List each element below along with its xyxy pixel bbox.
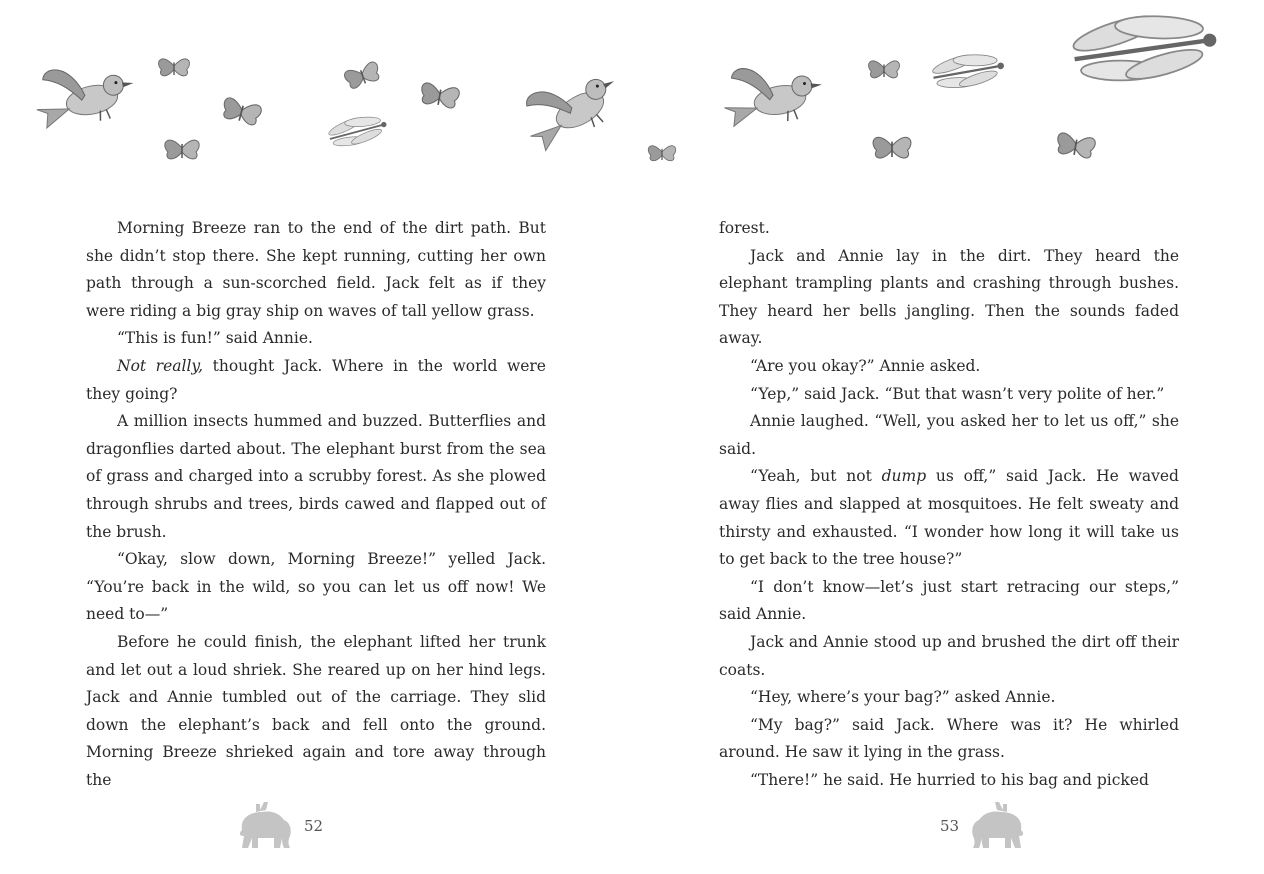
paragraph: Jack and Annie lay in the dirt. They heard the elephant trampling plants and crashing through bushes. They heard her bells jangling. Then the sounds faded away. <box>719 246 1179 348</box>
paragraph: A million insects hummed and buzzed. Butterflies and dragonflies darted about. The elephant burst from the sea of grass and charged into a scrubby forest. As she plowed through shrubs and trees, birds cawed and flapped out of the brush. <box>86 412 546 541</box>
italic-phrase: Not really, <box>117 356 204 375</box>
paragraph: “Yeah, but not dump us off,” said Jack. He waved away flies and slapped at mosquitoes. He felt sweaty and thirsty and exhausted. “I wonder how long it will take us to get back to the tree house?” <box>719 467 1179 569</box>
bird-icon <box>513 55 629 157</box>
butterfly-icon <box>419 82 460 109</box>
paragraph: “I don’t know—let’s just start retracing our steps,” said Annie. <box>719 577 1179 624</box>
butterfly-icon <box>165 140 199 159</box>
dragonfly-icon <box>930 46 1007 94</box>
paragraph: “Hey, where’s your bag?” asked Annie. <box>750 688 1056 707</box>
butterfly-icon <box>1055 132 1096 159</box>
paragraph-continuation: forest. <box>719 219 770 237</box>
paragraph: Jack and Annie stood up and brushed the dirt off their coats. <box>719 632 1179 679</box>
dragonfly-icon <box>1068 1 1221 92</box>
butterfly-icon <box>873 137 911 158</box>
butterfly-icon <box>343 61 382 90</box>
left-page-text <box>86 215 546 794</box>
page-number: 52 <box>304 817 324 835</box>
paragraph: “This is fun!” said Annie. <box>117 329 313 348</box>
paragraph: “There!” he said. He hurried to his bag and picked <box>750 770 1149 789</box>
page-number: 53 <box>940 817 960 835</box>
header-illustration <box>0 0 1264 195</box>
paragraph: Morning Breeze ran to the end of the dirt path. But she didn’t stop there. She kept running, cutting her own path through a sun-scorched field. Jack felt as if they were riding a big gray ship on waves of tall yellow grass. <box>86 219 546 320</box>
paragraph: “Okay, slow down, Morning Breeze!” yelled Jack. “You’re back in the wild, so you can let us off now! We need to—” <box>86 550 546 624</box>
paragraph: Not really, thought Jack. Where in the world were they going? <box>86 356 546 403</box>
elephant-icon <box>967 800 1029 852</box>
butterfly-icon <box>159 59 190 76</box>
paragraph: “Yep,” said Jack. “But that wasn’t very polite of her.” <box>750 384 1165 403</box>
paragraph: Annie laughed. “Well, you asked her to let us off,” she said. <box>719 412 1179 458</box>
butterfly-icon <box>648 146 675 161</box>
right-folio <box>940 800 1029 852</box>
bird-icon <box>29 54 139 133</box>
italic-word: dump <box>881 467 927 486</box>
paragraph: Before he could finish, the elephant lifted her trunk and let out a loud shriek. She reared up on her hind legs. Jack and Annie tumbled out of the carriage. They slid down the elephant’s back and fell onto the ground. Morning Breeze shrieked again and tore away through the <box>86 632 546 789</box>
butterfly-icon <box>221 97 263 127</box>
butterfly-icon <box>869 61 900 78</box>
paragraph: “My bag?” said Jack. Where was it? He whirled around. He saw it lying in the grass. <box>719 715 1179 762</box>
right-page-text <box>719 215 1179 794</box>
elephant-icon <box>234 800 296 852</box>
dragonfly-icon <box>325 109 390 152</box>
bird-icon <box>718 55 827 131</box>
paragraph: “Are you okay?” Annie asked. <box>750 356 981 375</box>
left-folio <box>234 800 323 852</box>
